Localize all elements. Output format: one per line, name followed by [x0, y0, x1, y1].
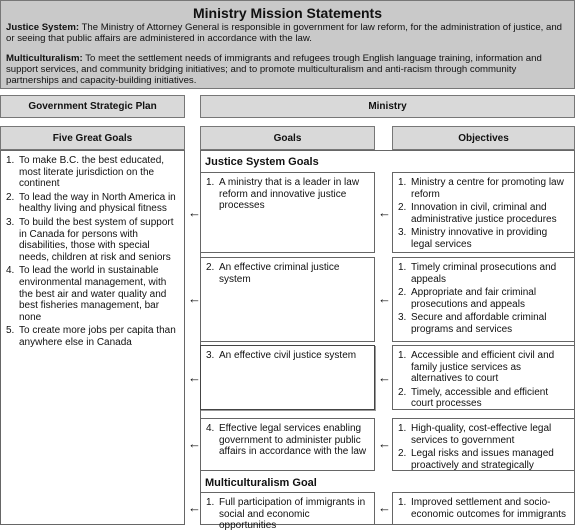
objective-number: 1.: [398, 262, 407, 273]
objective-text: Timely criminal prosecutions and appeals: [411, 262, 557, 285]
great-goal-text: To lead the world in sustainable environmental management, with the best air and water quality and best fisheries management, bar none: [19, 265, 167, 323]
goal-number: 3.: [206, 350, 215, 361]
justice-mission-label: Justice System:: [6, 22, 80, 33]
multiculturalism-mission-label: Multiculturalism:: [6, 53, 83, 64]
objectives-box: [392, 492, 575, 525]
goal-number: 4.: [206, 423, 215, 434]
objectives-box: [392, 172, 575, 253]
objective-number: 1.: [398, 497, 407, 508]
objective-text: Timely, accessible and efficient court processes: [411, 386, 549, 410]
objective-number: 1.: [398, 350, 407, 361]
great-goal-item: [6, 192, 180, 215]
objective-item: [398, 177, 568, 200]
goal-box: [200, 257, 375, 342]
great-goal-item: [6, 265, 180, 323]
great-goal-number: 3.: [6, 216, 15, 228]
header-goals: Goals: [200, 126, 375, 150]
objective-number: 1.: [398, 423, 407, 434]
objective-text: Legal risks and issues managed proactively and strategically: [411, 448, 554, 471]
objective-number: 3.: [398, 227, 407, 239]
goal-number: 1.: [206, 177, 215, 188]
objective-number: 3.: [398, 312, 407, 324]
great-goal-text: To make B.C. the best educated, most literate jurisdiction on the continent: [19, 155, 165, 190]
great-goal-text: To build the best system of support in Canada for persons with disabilities, those with special needs, children at risk and seniors: [19, 216, 174, 263]
great-goal-item: [6, 325, 180, 348]
objective-item: [398, 202, 568, 225]
goal-box: [200, 418, 375, 471]
header-ministry: Ministry: [200, 95, 575, 118]
objectives-box: [392, 345, 575, 410]
goal-number: 2.: [206, 262, 215, 273]
header-objectives: Objectives: [392, 126, 575, 150]
objective-item: [398, 423, 568, 446]
objective-number: 2.: [398, 386, 407, 398]
left-arrow-icon: ←: [378, 500, 391, 515]
objectives-box: [392, 257, 575, 342]
left-arrow-icon: ←: [188, 500, 201, 515]
objective-item: [398, 497, 568, 520]
goal-text: Effective legal services enabling government to administer public affairs in accordance with the law: [219, 423, 367, 458]
mission-title: Ministry Mission Statements: [192, 5, 383, 21]
great-goal-text: To create more jobs per capita than anywhere else in Canada: [19, 325, 176, 348]
objective-item: [398, 287, 568, 310]
left-arrow-icon: ←: [188, 436, 201, 451]
objective-text: High-quality, cost-effective legal services to government: [411, 423, 552, 446]
goal-box: [200, 492, 375, 532]
great-goal-item: [6, 217, 180, 263]
justice-system-goals-heading: Justice System Goals: [205, 156, 319, 168]
objective-item: [398, 350, 568, 385]
objective-text: Appropriate and fair criminal prosecutions and appeals: [411, 287, 537, 310]
objective-item: [398, 312, 568, 335]
objective-text: Ministry a centre for promoting law reform: [411, 177, 564, 200]
left-arrow-icon: ←: [378, 291, 391, 306]
great-goal-number: 4.: [6, 265, 15, 277]
multiculturalism-mission: [6, 53, 568, 87]
objective-text: Innovation in civil, criminal and administrative justice procedures: [411, 202, 557, 225]
goal-box: [200, 345, 375, 410]
left-arrow-icon: ←: [378, 205, 391, 220]
objective-text: Accessible and efficient civil and family justice services as alternatives to court: [411, 350, 555, 385]
objective-number: 1.: [398, 177, 407, 188]
goal-text: An effective civil justice system: [219, 350, 357, 361]
left-arrow-icon: ←: [188, 205, 201, 220]
objective-text: Secure and affordable criminal programs and services: [411, 312, 547, 335]
great-goal-number: 2.: [6, 191, 15, 203]
objective-item: [398, 387, 568, 410]
left-arrow-icon: ←: [378, 436, 391, 451]
goal-text: Full participation of immigrants in social and economic opportunities: [219, 497, 366, 532]
objective-item: [398, 448, 568, 471]
goal-text: An effective criminal justice system: [219, 262, 340, 285]
objective-text: Improved settlement and socio-economic outcomes for immigrants: [411, 497, 567, 520]
header-government-strategic-plan: Government Strategic Plan: [0, 95, 185, 118]
left-arrow-icon: ←: [378, 370, 391, 385]
goal-number: 1.: [206, 497, 215, 508]
justice-mission-text: The Ministry of Attorney General is responsible in government for law reform, for the administration of justice, and or seeing that public affairs are administered in accordance with the law.: [6, 22, 562, 45]
objective-number: 2.: [398, 202, 407, 214]
left-arrow-icon: ←: [188, 370, 201, 385]
objective-item: [398, 227, 568, 250]
objective-number: 2.: [398, 448, 407, 460]
five-great-goals-box: [0, 150, 185, 525]
great-goal-number: 5.: [6, 325, 15, 337]
great-goal-item: [6, 155, 180, 190]
multiculturalism-mission-text: To meet the settlement needs of immigrants and refugees trough English language training, information and support services, and community bridging initiatives; and to promote multiculturalism and anti-racism through community partnerships and capacity-building initiatives.: [6, 53, 542, 87]
objectives-box: [392, 418, 575, 471]
great-goal-number: 1.: [6, 155, 15, 166]
goal-text: A ministry that is a leader in law reform and innovative justice processes: [219, 177, 360, 212]
header-five-great-goals: Five Great Goals: [0, 126, 185, 150]
objective-item: [398, 262, 568, 285]
left-arrow-icon: ←: [188, 291, 201, 306]
objective-number: 2.: [398, 287, 407, 299]
objective-text: Ministry innovative in providing legal services: [411, 227, 548, 250]
multiculturalism-goal-heading: Multiculturalism Goal: [205, 477, 317, 489]
justice-mission: [6, 22, 568, 44]
goal-box: [200, 172, 375, 253]
mission-statements-panel: [0, 0, 575, 89]
great-goal-text: To lead the way in North America in healthy living and physical fitness: [19, 191, 176, 215]
